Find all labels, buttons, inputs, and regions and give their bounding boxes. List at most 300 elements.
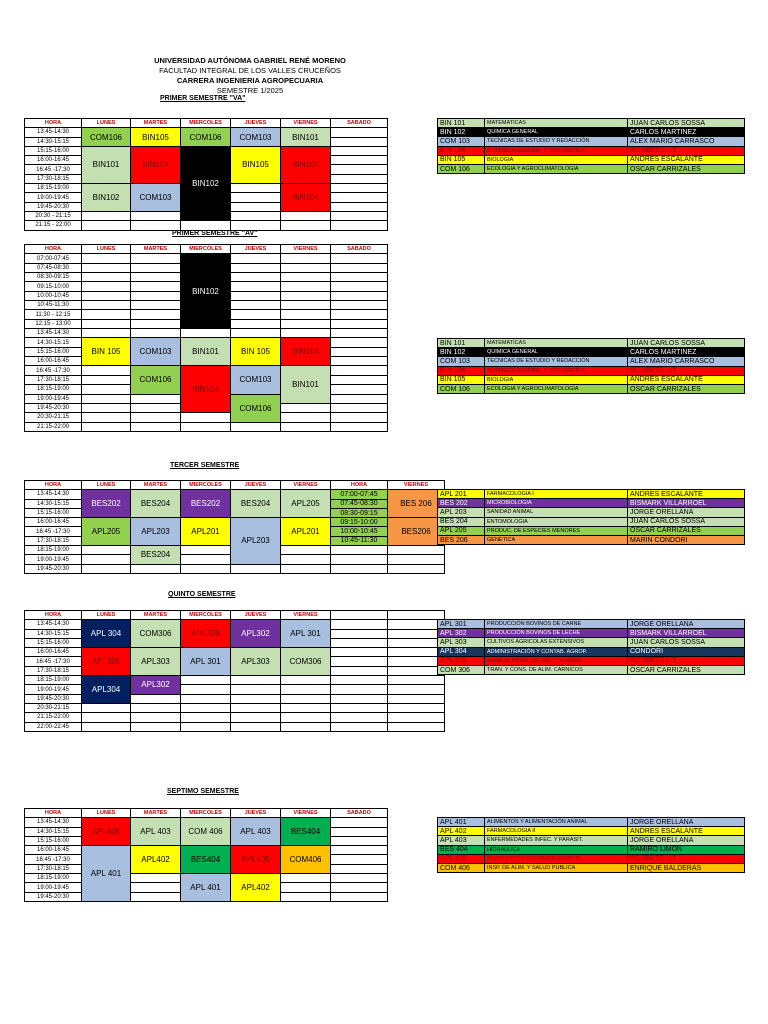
legend-code: BES 404 <box>438 845 485 854</box>
course-block: BES204 <box>131 546 181 565</box>
legend-code: BIN 104 <box>438 366 485 375</box>
column-header: JUEVES <box>231 119 281 128</box>
time-slot: 22:00-22:45 <box>25 722 82 731</box>
time-slot: 18:15-19:00 <box>25 874 82 883</box>
empty-slot <box>388 546 445 555</box>
legend-teacher: JORGE ORELLANA <box>628 836 745 845</box>
empty-slot <box>231 254 281 263</box>
empty-slot <box>331 685 388 694</box>
legend-subject: TECNICAS DE ESTUDIO Y REDACCIÓN <box>485 357 628 366</box>
empty-slot <box>388 713 445 722</box>
empty-slot <box>231 676 281 685</box>
legend-subject: ENTOMOLOGIA <box>485 517 628 526</box>
empty-slot <box>231 273 281 282</box>
column-header: VIERNES <box>281 611 331 620</box>
empty-slot <box>388 648 445 657</box>
legend-teacher: JUAN CARLOS SOSSA <box>628 638 745 647</box>
empty-slot <box>331 722 388 731</box>
time-slot: 19:00-19:45 <box>25 685 82 694</box>
empty-slot <box>231 193 281 202</box>
course-block: APL201 <box>181 518 231 546</box>
course-block: COM 406 <box>181 818 231 846</box>
empty-slot <box>281 291 331 300</box>
empty-slot <box>231 694 281 703</box>
legend-code: COM 103 <box>438 357 485 366</box>
time-slot: 17:30-18:15 <box>25 666 82 675</box>
empty-slot <box>131 319 181 328</box>
empty-slot <box>331 128 388 137</box>
empty-slot <box>231 301 281 310</box>
empty-slot <box>231 319 281 328</box>
empty-slot <box>82 722 131 731</box>
empty-slot <box>331 676 388 685</box>
empty-slot <box>82 564 131 573</box>
empty-slot <box>281 546 331 555</box>
legend-teacher: ALEX MARIO CARRASCO <box>628 357 745 366</box>
empty-slot <box>231 564 281 573</box>
empty-slot <box>331 657 388 666</box>
column-header: JUEVES <box>231 245 281 254</box>
course-block: BES 206 <box>388 490 445 518</box>
empty-slot <box>281 555 331 564</box>
course-block: BES404 <box>181 846 231 874</box>
course-block: APL 403 <box>131 818 181 846</box>
time-slot: 13:45-14:30 <box>25 620 82 629</box>
empty-slot <box>231 282 281 291</box>
empty-slot <box>82 546 131 555</box>
column-header: MIERCOLES <box>181 119 231 128</box>
legend-code: COM 406 <box>438 863 485 872</box>
empty-slot <box>131 263 181 272</box>
empty-slot <box>181 694 231 703</box>
column-header: MIERCOLES <box>181 611 231 620</box>
legend-code: COM 103 <box>438 137 485 146</box>
empty-slot <box>281 676 331 685</box>
legend-code: APL 304 <box>438 647 485 656</box>
empty-slot <box>231 291 281 300</box>
time-slot: 16:00-16:45 <box>25 648 82 657</box>
empty-slot <box>388 620 445 629</box>
legend-code: COM 306 <box>438 665 485 674</box>
legend-subject: FARMACOLOGIA I <box>485 490 628 499</box>
legend-teacher: ROBERTO LIT <box>628 146 745 155</box>
legend-teacher: OSCAR CARRIZALES <box>628 526 745 535</box>
course-block: COM306 <box>131 620 181 648</box>
empty-slot <box>388 638 445 647</box>
time-slot: 10:45-11:30 <box>25 301 82 310</box>
empty-slot <box>331 629 388 638</box>
time-slot: 21:15 - 22:00 <box>25 221 82 230</box>
legend-teacher: ANDRES ESCALANTE <box>628 827 745 836</box>
empty-slot <box>388 703 445 712</box>
empty-slot <box>131 282 181 291</box>
column-header: LUNES <box>82 809 131 818</box>
empty-slot <box>82 310 131 319</box>
empty-slot <box>281 221 331 230</box>
empty-slot <box>231 685 281 694</box>
empty-slot <box>281 329 331 338</box>
empty-slot <box>82 211 131 220</box>
column-header: JUEVES <box>231 809 281 818</box>
time-slot: 10:00-10:45 <box>25 291 82 300</box>
course-block: BIN104 <box>281 184 331 212</box>
empty-slot <box>181 713 231 722</box>
legend-subject: QUIMICA GENERAL <box>485 128 628 137</box>
legend-code: APL 301 <box>438 620 485 629</box>
time-slot: 15:15-16:00 <box>25 347 82 356</box>
course-block: APL 401 <box>181 874 231 902</box>
legend-subject: HIDRAULICA <box>485 845 628 854</box>
course-block: BIN105 <box>231 146 281 183</box>
column-header: MARTES <box>131 611 181 620</box>
legend-teacher: ROBERTO LIT <box>628 854 745 863</box>
course-block: BIN101 <box>281 128 331 147</box>
legend-teacher: ROBERTO LIT <box>628 656 745 665</box>
empty-slot <box>131 883 181 892</box>
time-slot: 19:45-20:30 <box>25 892 82 901</box>
course-block: BIN104 <box>281 146 331 183</box>
legend-teacher: JUAN CARLOS SOSSA <box>628 119 745 128</box>
course-block: BES202 <box>82 490 131 518</box>
legend-code: BIN 102 <box>438 348 485 357</box>
course-block: BIN101 <box>82 146 131 183</box>
empty-slot <box>131 310 181 319</box>
empty-slot <box>131 722 181 731</box>
empty-slot <box>331 357 388 366</box>
legend-teacher: OSCAR CARRIZALES <box>628 164 745 173</box>
empty-slot <box>82 713 131 722</box>
course-block: APL 304 <box>82 620 131 648</box>
column-header: HORA <box>331 481 388 490</box>
course-block: APL201 <box>281 518 331 546</box>
column-header: HORA <box>25 119 82 128</box>
time-slot: 09:15-10:00 <box>25 282 82 291</box>
time-slot: 07:45-08:30 <box>25 263 82 272</box>
empty-slot <box>281 273 331 282</box>
empty-slot <box>331 864 388 873</box>
column-header: MARTES <box>131 809 181 818</box>
empty-slot <box>181 329 231 338</box>
empty-slot <box>281 685 331 694</box>
empty-slot <box>331 254 388 263</box>
empty-slot <box>281 892 331 901</box>
schedule-table <box>24 118 388 231</box>
column-header: VIERNES <box>281 119 331 128</box>
legend-subject: PRODUCCIÓN ORGANICA VEGETAL <box>485 854 628 863</box>
course-block: COM106 <box>131 366 181 394</box>
empty-slot <box>388 685 445 694</box>
column-header: JUEVES <box>231 481 281 490</box>
semester-label: SEMESTRE 1/2025 <box>216 86 284 95</box>
empty-slot <box>82 301 131 310</box>
time-slot: 21:15-22:00 <box>25 422 82 431</box>
course-block: COM106 <box>82 128 131 147</box>
legend-teacher: ANDRES ESCALANTE <box>628 375 745 384</box>
time-slot: 18:15-19:00 <box>25 184 82 193</box>
legend-teacher: BISMARK VILLARROEL <box>628 629 745 638</box>
empty-slot <box>281 403 331 412</box>
empty-slot <box>82 385 131 394</box>
course-block: COM306 <box>281 648 331 676</box>
legend-code: COM 106 <box>438 164 485 173</box>
legend-subject: BOTANICA GENERAL Y SISTEMATICA <box>485 366 628 375</box>
empty-slot <box>82 273 131 282</box>
empty-slot <box>331 146 388 155</box>
column-header: SABADO <box>331 809 388 818</box>
course-block: COM103 <box>231 128 281 147</box>
legend-subject: PRODUCCIÓN BOVINOS DE LECHE <box>485 629 628 638</box>
column-header: MIERCOLES <box>181 809 231 818</box>
legend-code: APL 205 <box>438 526 485 535</box>
empty-slot <box>331 818 388 827</box>
empty-slot <box>331 338 388 347</box>
empty-slot <box>281 319 331 328</box>
legend-subject: CULTIVOS AGRICOLAS EXTENSIVOS <box>485 638 628 647</box>
column-header: VIERNES <box>281 245 331 254</box>
time-slot: 14:30-15:15 <box>25 137 82 146</box>
course-block: APL302 <box>231 620 281 648</box>
time-slot: 19:00-19:45 <box>25 394 82 403</box>
course-block: APL205 <box>82 518 131 546</box>
faculty-name: FACULTAD INTEGRAL DE LOS VALLES CRUCEÑOS <box>159 66 341 75</box>
empty-slot <box>82 282 131 291</box>
empty-slot <box>331 184 388 193</box>
empty-slot <box>181 703 231 712</box>
course-block: BES202 <box>181 490 231 518</box>
time-slot: 11:30 - 12:15 <box>25 310 82 319</box>
time-slot: 16:45 -17:30 <box>25 366 82 375</box>
empty-slot <box>388 629 445 638</box>
column-header: MARTES <box>131 481 181 490</box>
time-slot: 16:00-16:45 <box>25 156 82 165</box>
empty-slot <box>281 722 331 731</box>
empty-slot <box>231 713 281 722</box>
empty-slot <box>281 310 331 319</box>
friday-slot <box>331 564 388 573</box>
course-block: COM106 <box>231 394 281 422</box>
legend-code: BIN 105 <box>438 155 485 164</box>
course-block: APL205 <box>281 490 331 518</box>
empty-slot <box>231 422 281 431</box>
legend-code: APL 405 <box>438 854 485 863</box>
course-block: COM103 <box>131 184 181 212</box>
column-header: MIERCOLES <box>181 245 231 254</box>
course-block: BIN102 <box>82 184 131 212</box>
time-slot: 19:00-19:45 <box>25 883 82 892</box>
legend-subject: ENFERMEDADES INFEC. Y PARASIT. <box>485 836 628 845</box>
empty-slot <box>131 394 181 403</box>
friday-slot <box>331 555 388 564</box>
empty-slot <box>331 694 388 703</box>
legend-subject: BOTANICA GENERAL Y SISTEMATICA <box>485 146 628 155</box>
course-block: BIN 105 <box>82 338 131 366</box>
empty-slot <box>82 329 131 338</box>
friday-slot: 07:45-08:30 <box>331 499 388 508</box>
empty-slot <box>131 703 181 712</box>
time-slot: 16:45 -17:30 <box>25 527 82 536</box>
legend-code: APL 402 <box>438 827 485 836</box>
course-block: APL 403 <box>231 818 281 846</box>
empty-slot <box>281 694 331 703</box>
empty-slot <box>231 263 281 272</box>
section-title: PRIMER SEMESTRE "VA" <box>160 95 246 102</box>
empty-slot <box>281 263 331 272</box>
legend-table <box>437 817 745 873</box>
time-slot: 13:45-14:30 <box>25 329 82 338</box>
section-title: PRIMER SEMESTRE "AV" <box>172 230 258 237</box>
legend-code: COM 106 <box>438 384 485 393</box>
empty-slot <box>181 221 231 230</box>
empty-slot <box>331 221 388 230</box>
empty-slot <box>82 263 131 272</box>
legend-teacher: CARLOS MARTINEZ <box>628 348 745 357</box>
course-block: COM406 <box>281 846 331 874</box>
empty-slot <box>231 221 281 230</box>
time-slot: 13:45-14:30 <box>25 490 82 499</box>
legend-subject: INSP. DE ALIM. Y SALUD PUBLICA <box>485 863 628 872</box>
time-slot: 13:45-14:30 <box>25 128 82 137</box>
university-name: UNIVERSIDAD AUTÓNOMA GABRIEL RENÉ MORENO <box>154 56 346 65</box>
course-block: APL305 <box>181 620 231 648</box>
course-block: APL405 <box>231 846 281 874</box>
time-slot: 17:30-18:15 <box>25 536 82 545</box>
empty-slot <box>331 310 388 319</box>
course-block: BES204 <box>131 490 181 518</box>
legend-subject: ADMINISTRACIÓN Y CONTAB. AGROP. <box>485 647 628 656</box>
empty-slot <box>131 273 181 282</box>
empty-slot <box>331 174 388 183</box>
empty-slot <box>281 413 331 422</box>
legend-subject: TRAN. Y CONS. DE ALIM. CARNICOS <box>485 665 628 674</box>
time-slot: 16:45 -17:30 <box>25 165 82 174</box>
friday-slot: 07:00-07:45 <box>331 490 388 499</box>
empty-slot <box>331 211 388 220</box>
legend-code: APL 305 <box>438 656 485 665</box>
time-slot: 14:30-15:15 <box>25 338 82 347</box>
empty-slot <box>82 319 131 328</box>
legend-code: BES 206 <box>438 535 485 544</box>
legend-table <box>437 489 745 545</box>
empty-slot <box>281 211 331 220</box>
column-header: MIERCOLES <box>181 481 231 490</box>
legend-table <box>437 118 745 174</box>
time-slot: 19:45-20:30 <box>25 403 82 412</box>
legend-teacher: MARIN CONDORI <box>628 535 745 544</box>
legend-teacher: BISMARK VILLARROEL <box>628 499 745 508</box>
legend-teacher: ALEX MARIO CARRASCO <box>628 137 745 146</box>
friday-slot: 10:45-11:30 <box>331 536 388 545</box>
legend-code: APL 303 <box>438 638 485 647</box>
course-block: APL303 <box>131 648 181 676</box>
time-slot: 16:45 -17:30 <box>25 855 82 864</box>
column-header: LUNES <box>82 245 131 254</box>
friday-slot: 08:30-09:15 <box>331 508 388 517</box>
course-block: COM103 <box>231 366 281 394</box>
empty-slot <box>331 375 388 384</box>
empty-slot <box>131 211 181 220</box>
empty-slot <box>388 722 445 731</box>
legend-subject: MATEMATICAS <box>485 339 628 348</box>
empty-slot <box>82 394 131 403</box>
time-slot: 20:30 - 21:15 <box>25 211 82 220</box>
empty-slot <box>331 836 388 845</box>
time-slot: 16:45 -17:30 <box>25 657 82 666</box>
legend-subject: ALIMENTOS Y ALIMENTACIÓN ANIMAL <box>485 818 628 827</box>
legend-code: BIN 101 <box>438 119 485 128</box>
course-block: APL 301 <box>281 620 331 648</box>
column-header: VIERNES <box>281 809 331 818</box>
course-block: APL305 <box>82 648 131 676</box>
course-block: BIN101 <box>281 366 331 403</box>
friday-slot <box>331 546 388 555</box>
column-header: HORA <box>25 611 82 620</box>
empty-slot <box>82 366 131 375</box>
empty-slot <box>281 874 331 883</box>
empty-slot <box>181 722 231 731</box>
legend-subject: MANEJO INTEG. DE ENF. Y PLAGAS <box>485 656 628 665</box>
time-slot: 16:00-16:45 <box>25 518 82 527</box>
section-title: SEPTIMO SEMESTRE <box>167 788 239 795</box>
column-header: JUEVES <box>231 611 281 620</box>
empty-slot <box>331 413 388 422</box>
empty-slot <box>131 221 181 230</box>
legend-code: APL 403 <box>438 836 485 845</box>
empty-slot <box>131 301 181 310</box>
empty-slot <box>388 676 445 685</box>
course-block: APL 301 <box>181 648 231 676</box>
empty-slot <box>331 156 388 165</box>
friday-slot: 09:15-10:00 <box>331 518 388 527</box>
legend-code: BIN 105 <box>438 375 485 384</box>
empty-slot <box>181 555 231 564</box>
empty-slot <box>331 394 388 403</box>
empty-slot <box>331 291 388 300</box>
empty-slot <box>388 657 445 666</box>
empty-slot <box>131 254 181 263</box>
time-slot: 16:00-16:45 <box>25 357 82 366</box>
legend-code: APL 203 <box>438 508 485 517</box>
legend-code: BIN 104 <box>438 146 485 155</box>
column-header: MARTES <box>131 245 181 254</box>
legend-subject: TECNICAS DE ESTUDIO Y REDACCIÓN <box>485 137 628 146</box>
empty-slot <box>181 413 231 422</box>
time-slot: 19:45-20:30 <box>25 694 82 703</box>
legend-subject: ECOLOGIA Y AGROCLIMATOLOGIA <box>485 164 628 173</box>
empty-slot <box>331 703 388 712</box>
course-block: COM103 <box>131 338 181 366</box>
schedule-table <box>24 610 445 732</box>
legend-table <box>437 338 745 394</box>
empty-slot <box>82 555 131 564</box>
time-slot: 17:30-18:15 <box>25 174 82 183</box>
empty-slot <box>331 713 388 722</box>
empty-slot <box>331 137 388 146</box>
empty-slot <box>331 282 388 291</box>
column-header: VIERNES <box>281 481 331 490</box>
legend-teacher: JORGE ORELLANA <box>628 818 745 827</box>
career-name: CARRERA INGENIERIA AGROPECUARIA <box>176 76 324 85</box>
empty-slot <box>331 648 388 657</box>
course-block: BIN102 <box>181 146 231 220</box>
legend-subject: BIOLOGIA <box>485 375 628 384</box>
course-block: APL302 <box>131 676 181 695</box>
course-block: BIN105 <box>131 128 181 147</box>
legend-code: BES 202 <box>438 499 485 508</box>
empty-slot <box>82 375 131 384</box>
empty-slot <box>82 221 131 230</box>
empty-slot <box>388 555 445 564</box>
empty-slot <box>331 202 388 211</box>
